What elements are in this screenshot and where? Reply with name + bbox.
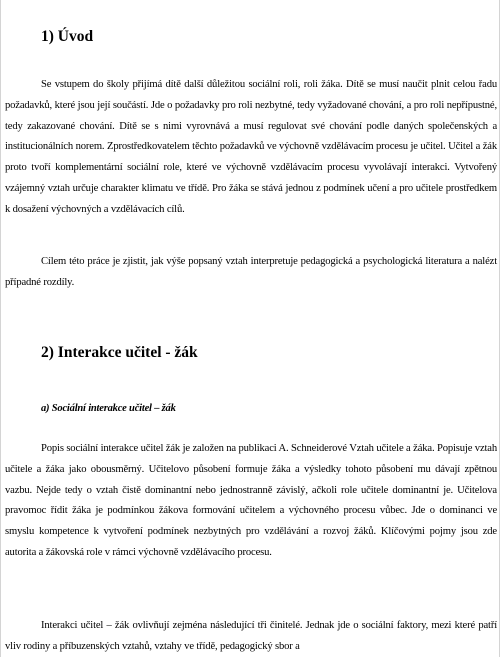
paragraph-intro-1: Se vstupem do školy přijímá dítě další důležitou sociální roli, roli žáka. Dítě se musí naučit plnit celou řadu požadavků, které jsou její součástí. Jde o požadavky pro roli nezbytné, tedy vyžadované chování, a pro roli nepřípustné, tedy zakazované chování. Dítě se s nimi vyrovnává a musí regulovat své chování podle daných společenských a institucionálních norem. Zprostředkovatelem těchto požadavků ve výchovně vzdělávacím procesu je učitel. Učitel a žák proto tvoří komplementární sociální role, které ve výchovně vzdělávacím procesu vyvolávají interakci. Vytvořený vzájemný vztah určuje charakter klimatu ve třídě. Pro žáka se stává jednou z podmínek učení a pro učitele prostředkem k dosažení výchovných a vzdělávacích cílů.	[5, 79, 497, 215]
section-heading-interaction: 2) Interakce učitel - žák	[41, 344, 198, 361]
paragraph-interaction-1: Popis sociální interakce učitel žák je založen na publikaci A. Schneiderové Vztah učitele a žáka. Popisuje vztah učitele a žáka jako obousměrný. Učitelovo působení formuje žáka a výsledky tohoto působení mu dávají zpětnou vazbu. Nejde tedy o vztah čistě dominantní nebo jednostranně závislý, ačkoli role učitele dominantní je. Učitelova pravomoc řídit žáka je podmínkou žákova formování učitelem a výchovného procesu vůbec. Jde o dominanci ve smyslu kompetence k vytvoření podmínek nezbytných pro vzdělávání a rozvoj žáků. Klíčovými pojmy jsou zde autorita a žákovská role v rámci výchovně vzdělávacího procesu.	[5, 443, 497, 558]
subsection-heading-social-interaction: a) Sociální interakce učitel – žák	[41, 403, 176, 414]
paragraph-interaction-2: Interakci učitel – žák ovlivňují zejména následující tři činitelé. Jednak jde o sociální faktory, mezi které patří vliv rodiny a příbuzenských vztahů, vztahy ve třídě, pedagogický sbor a	[5, 620, 497, 652]
section-heading-intro: 1) Úvod	[41, 28, 94, 45]
paragraph-intro-2: Cílem této práce je zjistit, jak výše popsaný vztah interpretuje pedagogická a psychologická literatura a nalézt případné rozdíly.	[5, 256, 497, 288]
